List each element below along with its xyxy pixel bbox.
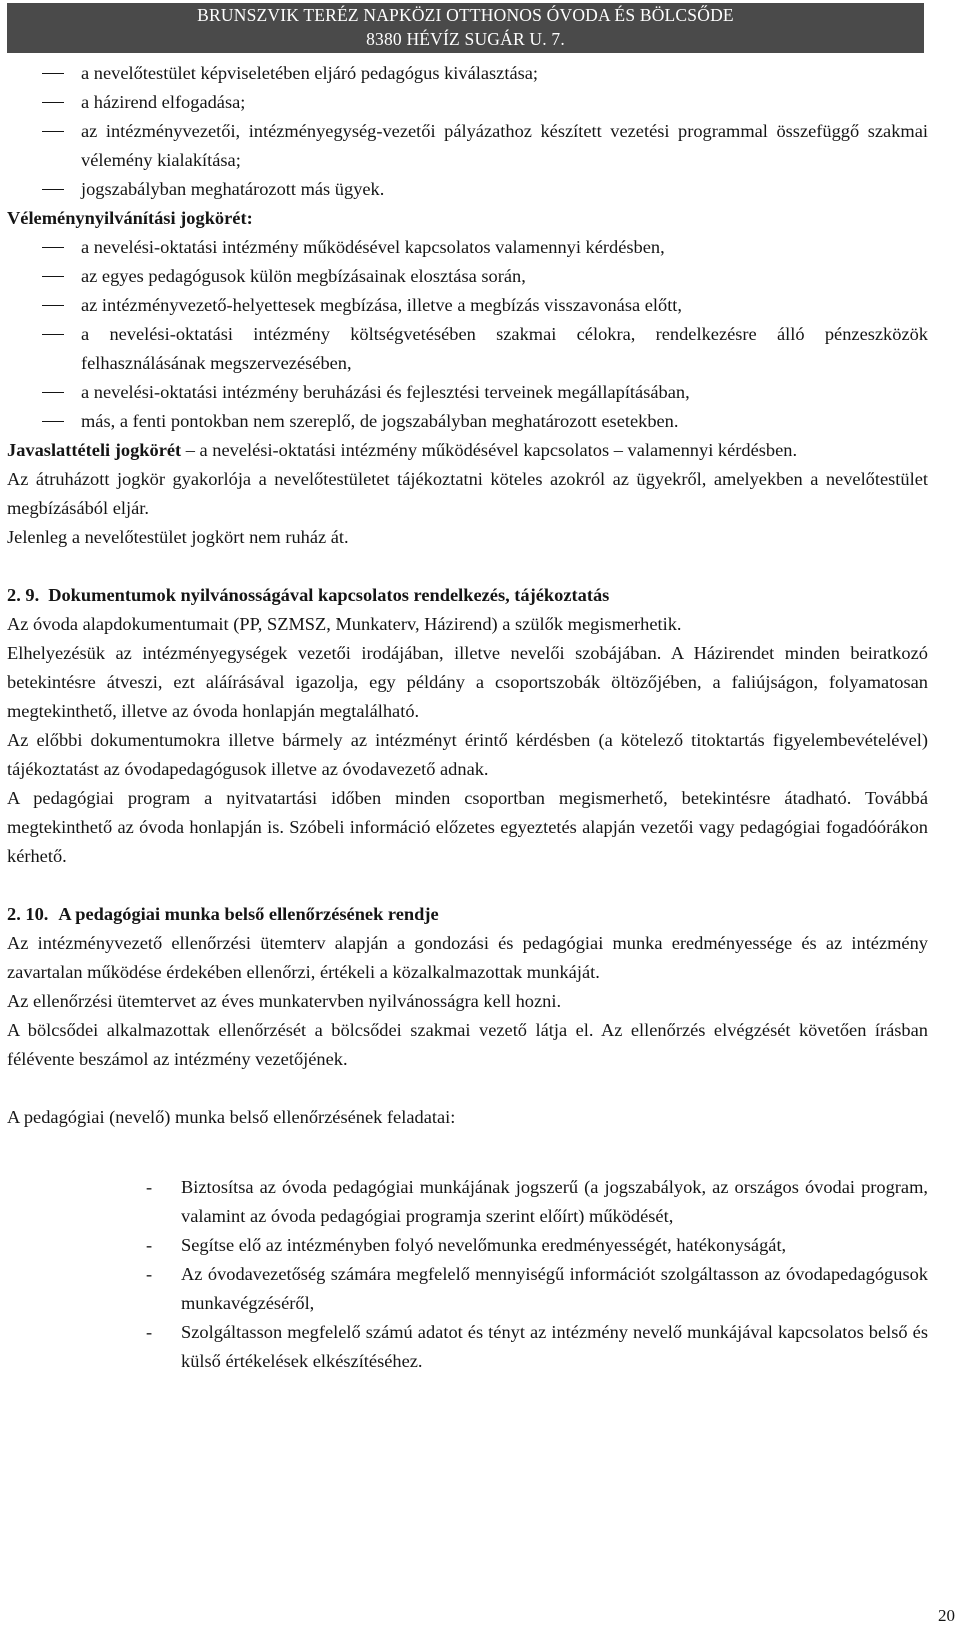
task-item <box>7 1173 928 1231</box>
task-text: Biztosítsa az óvoda pedagógiai munkájának jogszerű (a jogszabályok, az országos óvodai program, valamint az óvoda pedagógiai programja szerint előírt) működését, <box>181 1177 928 1226</box>
list-item: az intézményvezető-helyettesek megbízása, illetve a megbízás visszavonása előtt, <box>7 291 928 320</box>
list-item: a nevelőtestület képviseletében eljáró pedagógus kiválasztása; <box>7 59 928 88</box>
spacer <box>7 1074 928 1103</box>
page-number: 20 <box>938 1606 955 1625</box>
page-content <box>7 59 928 1376</box>
list-item: jogszabályban meghatározott más ügyek. <box>7 175 928 204</box>
section-number: 2. 9. <box>7 585 40 605</box>
task-text: Szolgáltasson megfelelő számú adatot és tényt az intézmény nevelő munkájával kapcsolatos belső és külső értékelések elkészítéséhez. <box>181 1322 928 1371</box>
paragraph: A pedagógiai program a nyitvatartási időben minden csoportban megismerhető, betekintésre átadható. Továbbá megtekinthető az óvoda honlapján is. Szóbeli információ előzetes egyeztetés alapján vezetői vagy pedagógiai fogadóórákon kérhető. <box>7 788 928 866</box>
section-heading-2-10 <box>7 900 928 929</box>
page-header <box>7 3 924 53</box>
paragraph: Az előbbi dokumentumokra illetve bármely az intézményt érintő kérdésben (a kötelező titoktartás figyelembevételével) tájékoztatást az óvodapedagógusok illetve az óvodavezető adnak. <box>7 730 928 779</box>
header-address: 8380 HÉVÍZ SUGÁR U. 7. <box>366 29 565 49</box>
opinion-heading: Véleménynyilvánítási jogkörét: <box>7 208 253 228</box>
list-item: a nevelési-oktatási intézmény működésével kapcsolatos valamennyi kérdésben, <box>7 233 928 262</box>
task-item <box>7 1260 928 1318</box>
section-title: A pedagógiai munka belső ellenőrzésének rendje <box>58 904 439 924</box>
task-item <box>7 1318 928 1376</box>
paragraph: Elhelyezésük az intézményegységek vezetői irodájában, illetve nevelői szobájában. A Házirendet minden beiratkozó betekintésre átveszi, ezt aláírásával igazolja, egy példány a csoportszobák öltözőjében, a faliújságon, folyamatosan megtekinthető, illetve az óvoda honlapján megtalálható. <box>7 643 928 721</box>
list-item: az egyes pedagógusok külön megbízásainak elosztása során, <box>7 262 928 291</box>
section-number: 2. 10. <box>7 904 49 924</box>
section-title: Dokumentumok nyilvánosságával kapcsolatos rendelkezés, tájékoztatás <box>48 585 610 605</box>
list-item: a nevelési-oktatási intézmény beruházási és fejlesztési terveinek megállapításában, <box>7 378 928 407</box>
paragraph: Az óvoda alapdokumentumait (PP, SZMSZ, Munkaterv, Házirend) a szülők megismerhetik. <box>7 614 682 634</box>
list-item: az intézményvezetői, intézményegység-vezetői pályázathoz készített vezetési programmal összefüggő szakmai vélemény kialakítása; <box>7 117 928 175</box>
spacer <box>7 1161 928 1173</box>
paragraph: A bölcsődei alkalmazottak ellenőrzését a bölcsődei szakmai vezető látja el. Az ellenőrzés elvégzését követően írásban félévente beszámol az intézmény vezetőjének. <box>7 1020 928 1069</box>
delegated-paragraph: Az átruházott jogkör gyakorlója a nevelőtestületet tájékoztatni köteles azokról az ügyekről, amelyekben a nevelőtestület megbízásából eljár. <box>7 469 928 518</box>
task-dash: - <box>146 1235 153 1255</box>
section-heading-2-9 <box>7 581 928 610</box>
proposal-paragraph <box>7 436 928 465</box>
task-dash: - <box>146 1322 153 1342</box>
spacer <box>7 1132 928 1161</box>
currently-paragraph: Jelenleg a nevelőtestület jogkört nem ruház át. <box>7 527 349 547</box>
paragraph: Az ellenőrzési ütemtervet az éves munkatervben nyilvánosságra kell hozni. <box>7 991 562 1011</box>
task-item <box>7 1231 928 1260</box>
list-item: más, a fenti pontokban nem szereplő, de jogszabályban meghatározott esetekben. <box>7 407 928 436</box>
list-item: a házirend elfogadása; <box>7 88 928 117</box>
spacer <box>7 552 928 581</box>
task-dash: - <box>146 1177 153 1197</box>
list-item: a nevelési-oktatási intézmény költségvetésében szakmai célokra, rendelkezésre álló pénzeszközök felhasználásának megszervezésében, <box>7 320 928 378</box>
proposal-heading: Javaslattételi jogkörét <box>7 440 182 460</box>
task-dash: - <box>146 1264 153 1284</box>
tasks-intro: A pedagógiai (nevelő) munka belső ellenőrzésének feladatai: <box>7 1107 456 1127</box>
task-text: Az óvodavezetőség számára megfelelő mennyiségű információt szolgáltasson az óvodapedagógusok munkavégzéséről, <box>181 1264 928 1313</box>
proposal-text: – a nevelési-oktatási intézmény működésével kapcsolatos – valamennyi kérdésben. <box>181 440 798 460</box>
paragraph: Az intézményvezető ellenőrzési ütemterv alapján a gondozási és pedagógiai munka eredményessége és az intézmény zavartalan működése érdekében ellenőrzi, értékeli a közalkalmazottak munkáját. <box>7 933 928 982</box>
task-text: Segítse elő az intézményben folyó nevelőmunka eredményességét, hatékonyságát, <box>181 1235 787 1255</box>
spacer <box>7 871 928 900</box>
header-institution-name: BRUNSZVIK TERÉZ NAPKÖZI OTTHONOS ÓVODA ÉS BÖLCSŐDE <box>197 5 734 25</box>
